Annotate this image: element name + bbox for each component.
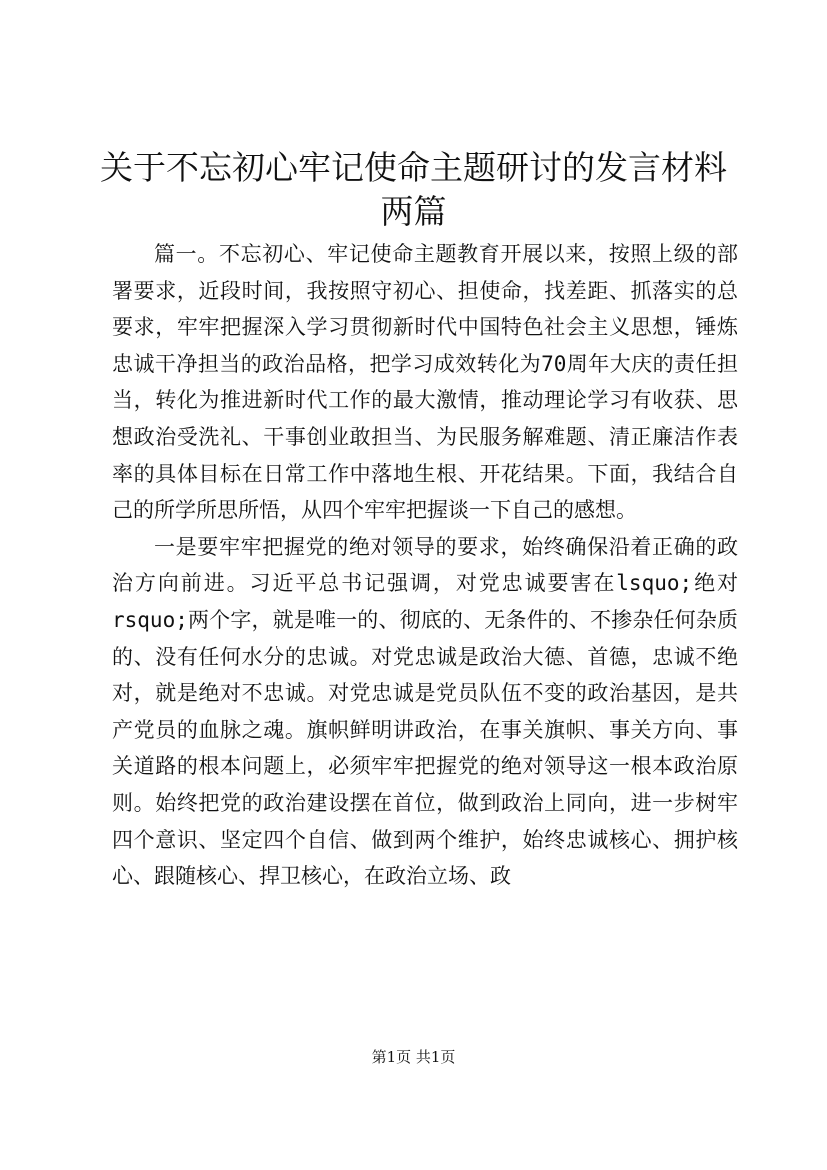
paragraph-1: 篇一。不忘初心、牢记使命主题教育开展以来，按照上级的部署要求，近段时间，我按照守初心、担使命，找差距、抓落实的总要求，牢牢把握深入学习贯彻新时代中国特色社会主义思想，锤炼忠诚干净担当的政治品格，把学习成效转化为70周年大庆的责任担当，转化为推进新时代工作的最大激情，推动理论学习有收获、思想政治受洗礼、干事创业敢担当、为民服务解难题、清正廉洁作表率的具体目标在日常工作中落地生根、开花结果。下面，我结合自己的所学所思所悟，从四个牢牢把握谈一下自己的感想。 [112, 242, 738, 523]
page-footer: 第1页 共1页 [371, 1048, 456, 1066]
document-body [112, 236, 738, 895]
paragraph-2: 一是要牢牢把握党的绝对领导的要求，始终确保沿着正确的政治方向前进。习近平总书记强调，对党忠诚要害在lsquo;绝对rsquo;两个字，就是唯一的、彻底的、无条件的、不掺杂任何杂质的、没有任何水分的忠诚。对党忠诚是政治大德、首德，忠诚不绝对，就是绝对不忠诚。对党忠诚是党员队伍不变的政治基因，是共产党员的血脉之魂。旗帜鲜明讲政治，在事关旗帜、事关方向、事关道路的根本问题上，必须牢牢把握党的绝对领导这一根本政治原则。始终把党的政治建设摆在首位，做到政治上同向，进一步树牢四个意识、坚定四个自信、做到两个维护，始终忠诚核心、拥护核心、跟随核心、捍卫核心，在政治立场、政 [112, 534, 738, 889]
document-title: 关于不忘初心牢记使命主题研讨的发言材料两篇 [100, 148, 727, 231]
